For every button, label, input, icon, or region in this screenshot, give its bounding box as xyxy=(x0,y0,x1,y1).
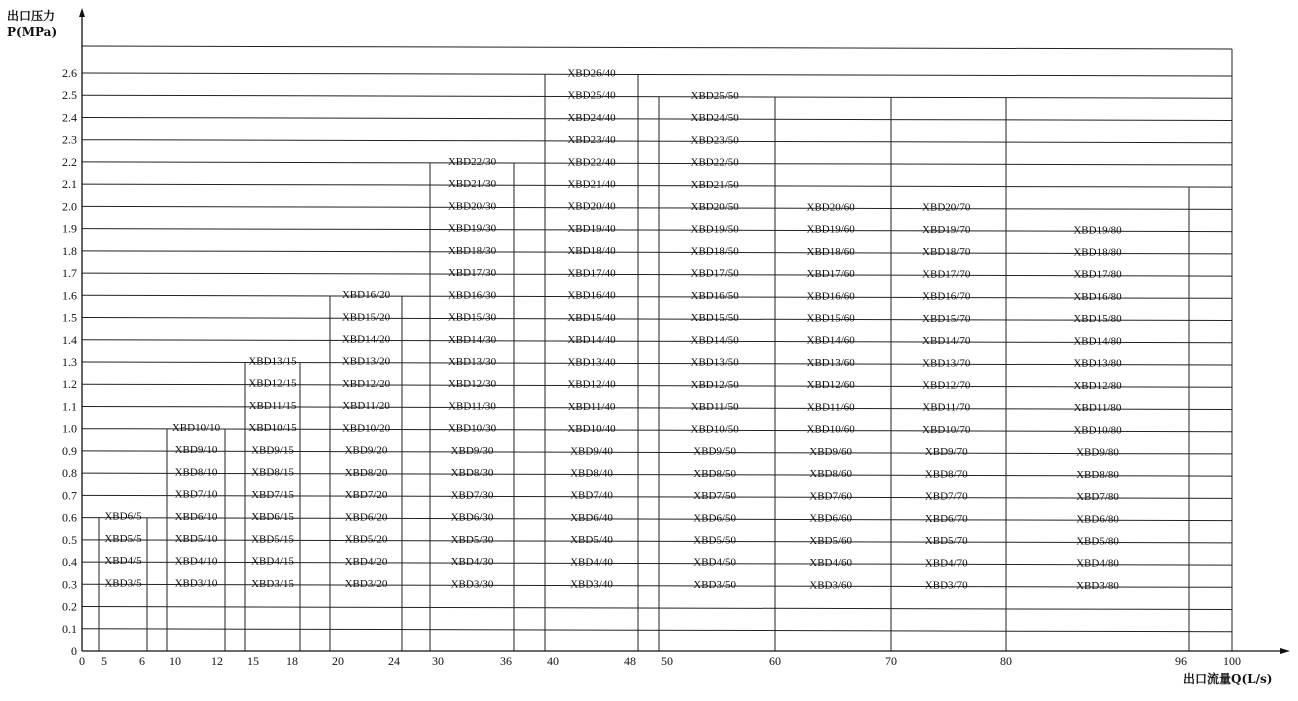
model-label: XBD16/30 xyxy=(447,289,497,302)
model-label: XBD8/60 xyxy=(809,468,853,481)
model-label: XBD19/40 xyxy=(567,222,616,235)
model-label: XBD12/40 xyxy=(567,378,616,391)
model-label: XBD10/70 xyxy=(922,423,971,436)
model-label: XBD10/60 xyxy=(806,423,855,436)
model-label: XBD8/10 xyxy=(174,466,218,479)
grid-line xyxy=(82,229,1232,232)
model-label: XBD12/15 xyxy=(248,377,297,390)
grid-line xyxy=(82,273,1232,276)
model-label: XBD10/30 xyxy=(447,422,497,435)
y-tick-label: 0.6 xyxy=(62,510,77,525)
model-label: XBD9/80 xyxy=(1076,446,1119,459)
model-label: XBD13/50 xyxy=(690,356,739,369)
model-label: XBD8/30 xyxy=(450,467,494,480)
model-label: XBD5/50 xyxy=(693,534,737,547)
grid-line xyxy=(82,95,1232,98)
model-label: XBD14/20 xyxy=(341,333,391,346)
model-label: XBD17/70 xyxy=(922,268,971,281)
model-label: XBD18/30 xyxy=(447,244,497,257)
y-tick-label: 1.8 xyxy=(62,243,77,258)
model-label: XBD6/15 xyxy=(251,511,294,524)
grid-line xyxy=(82,318,1232,321)
grid-line xyxy=(82,340,1232,343)
x-tick-label: 70 xyxy=(885,654,897,668)
model-label: XBD3/10 xyxy=(174,577,218,590)
model-label: XBD15/60 xyxy=(806,312,855,325)
model-label: XBD22/40 xyxy=(567,156,616,169)
model-label: XBD23/50 xyxy=(690,134,739,147)
y-tick-label: 2.5 xyxy=(62,88,77,103)
model-label: XBD17/60 xyxy=(806,268,855,281)
model-label: XBD13/40 xyxy=(567,356,616,369)
model-label: XBD14/80 xyxy=(1073,335,1122,348)
model-label: XBD15/50 xyxy=(690,312,739,325)
model-label: XBD7/10 xyxy=(174,488,218,501)
x-tick-label: 96 xyxy=(1175,654,1187,668)
model-label: XBD3/60 xyxy=(809,579,853,592)
model-label: XBD18/40 xyxy=(567,245,616,258)
model-label: XBD11/20 xyxy=(342,400,390,413)
model-label: XBD4/10 xyxy=(174,555,218,568)
model-label: XBD13/20 xyxy=(341,355,391,368)
model-label: XBD6/20 xyxy=(344,511,388,524)
x-tick-label: 100 xyxy=(1223,654,1241,668)
model-label: XBD6/40 xyxy=(570,511,613,524)
y-tick-label: 0.5 xyxy=(62,532,77,547)
model-label: XBD3/80 xyxy=(1076,579,1119,592)
model-label: XBD17/50 xyxy=(690,267,739,280)
x-tick-label: 12 xyxy=(211,654,223,668)
model-label: XBD11/70 xyxy=(922,401,971,414)
model-label: XBD6/30 xyxy=(450,511,494,524)
model-label: XBD5/20 xyxy=(344,533,388,546)
model-label: XBD8/50 xyxy=(693,467,737,480)
model-label: XBD16/40 xyxy=(567,289,616,302)
x-tick-label: 30 xyxy=(432,654,444,668)
y-tick-label: 1.4 xyxy=(62,332,77,347)
model-label: XBD18/60 xyxy=(806,245,855,258)
model-label: XBD7/60 xyxy=(809,490,853,503)
model-label: XBD21/50 xyxy=(690,178,739,191)
model-label: XBD14/30 xyxy=(447,333,497,346)
y-tick-label: 1.7 xyxy=(62,266,77,281)
model-label: XBD17/80 xyxy=(1073,268,1122,281)
y-tick-label: 2.1 xyxy=(62,177,77,192)
model-label: XBD3/20 xyxy=(344,578,388,591)
model-label: XBD13/70 xyxy=(922,357,971,370)
model-label: XBD5/80 xyxy=(1076,535,1119,548)
x-tick-label: 60 xyxy=(769,654,781,668)
model-label: XBD19/70 xyxy=(922,223,971,236)
model-label: XBD4/70 xyxy=(924,557,968,570)
model-label: XBD11/30 xyxy=(448,400,496,413)
model-label: XBD12/30 xyxy=(447,378,497,391)
model-label: XBD5/30 xyxy=(450,533,494,546)
model-label: XBD23/40 xyxy=(567,134,616,147)
model-label: XBD3/50 xyxy=(693,578,737,591)
grid-line xyxy=(82,295,1232,298)
model-label: XBD7/30 xyxy=(450,489,494,502)
y-tick-label: 1.3 xyxy=(62,355,77,369)
model-label: XBD15/40 xyxy=(567,311,616,324)
y-axis-title-line2: P(MPa) xyxy=(7,25,58,39)
x-tick-label: 15 xyxy=(247,654,259,668)
model-label: XBD24/40 xyxy=(567,111,616,124)
x-tick-label: 50 xyxy=(661,654,673,668)
x-tick-label: 10 xyxy=(169,654,181,668)
model-label: XBD13/15 xyxy=(248,355,297,368)
y-tick-label: 0 xyxy=(71,644,77,658)
model-label: XBD4/50 xyxy=(693,556,737,569)
model-label: XBD11/80 xyxy=(1073,402,1122,415)
model-label: XBD7/40 xyxy=(570,489,613,502)
model-label: XBD16/50 xyxy=(690,289,739,302)
model-label: XBD15/70 xyxy=(922,312,971,325)
model-label: XBD15/20 xyxy=(341,311,391,324)
model-label: XBD5/5 xyxy=(104,532,142,545)
model-label: XBD20/40 xyxy=(567,200,616,213)
model-label: XBD5/40 xyxy=(570,534,613,547)
model-label: XBD8/15 xyxy=(251,466,294,479)
grid-line xyxy=(82,184,1232,187)
model-label: XBD10/80 xyxy=(1073,424,1122,437)
model-label: XBD4/5 xyxy=(104,555,142,568)
y-tick-label: 0.2 xyxy=(62,599,77,614)
model-label: XBD10/40 xyxy=(567,423,616,436)
model-label: XBD3/5 xyxy=(104,577,142,590)
y-tick-label: 2.4 xyxy=(62,110,77,125)
model-label: XBD5/60 xyxy=(809,534,853,547)
model-label: XBD20/30 xyxy=(447,200,497,213)
y-tick-label: 0.8 xyxy=(62,466,77,481)
model-label: XBD13/80 xyxy=(1073,357,1122,370)
model-label: XBD21/30 xyxy=(447,178,497,191)
model-label: XBD6/60 xyxy=(809,512,853,525)
model-label: XBD12/50 xyxy=(690,378,739,391)
model-label: XBD9/60 xyxy=(809,445,853,458)
y-tick-label: 0.7 xyxy=(62,488,77,503)
model-label: XBD25/40 xyxy=(567,89,616,102)
grid-line xyxy=(82,46,1232,49)
model-label: XBD3/40 xyxy=(570,578,613,591)
model-label: XBD8/20 xyxy=(344,466,388,479)
model-label: XBD10/10 xyxy=(171,421,221,434)
model-label: XBD4/80 xyxy=(1076,557,1119,570)
x-tick-label: 40 xyxy=(547,654,559,668)
model-label: XBD4/60 xyxy=(809,557,853,570)
y-tick-label: 1.5 xyxy=(62,310,77,325)
model-label: XBD18/50 xyxy=(690,245,739,258)
model-label: XBD14/50 xyxy=(690,334,739,347)
model-label: XBD24/50 xyxy=(690,112,739,125)
model-label: XBD4/20 xyxy=(344,555,388,568)
model-label: XBD7/70 xyxy=(924,490,968,503)
grid-line xyxy=(82,117,1232,120)
model-label: XBD19/80 xyxy=(1073,224,1122,237)
model-label: XBD11/60 xyxy=(806,401,855,414)
y-tick-label: 0.3 xyxy=(62,577,77,592)
model-label: XBD12/20 xyxy=(341,377,391,390)
model-label: XBD5/70 xyxy=(924,535,968,548)
grid-line xyxy=(82,73,1232,76)
model-label: XBD22/50 xyxy=(690,156,739,169)
model-label: XBD9/30 xyxy=(450,444,494,457)
y-tick-label: 0.9 xyxy=(62,443,77,458)
y-axis-title-line1: 出口压力 xyxy=(7,9,56,23)
x-tick-label: 5 xyxy=(101,654,107,668)
model-label: XBD14/60 xyxy=(806,334,855,347)
model-label: XBD7/20 xyxy=(344,489,388,502)
model-label: XBD20/70 xyxy=(922,201,971,214)
tick-labels xyxy=(62,66,1241,668)
model-label: XBD26/40 xyxy=(567,67,616,80)
y-tick-label: 1.6 xyxy=(62,288,77,303)
model-label: XBD6/5 xyxy=(104,510,142,523)
y-tick-label: 1.2 xyxy=(62,377,77,392)
grid-line xyxy=(82,162,1232,165)
y-tick-label: 2.2 xyxy=(62,154,77,169)
y-tick-label: 1.9 xyxy=(62,221,77,236)
model-label: XBD12/80 xyxy=(1073,379,1122,392)
y-axis-arrow xyxy=(79,8,85,17)
y-tick-label: 2.3 xyxy=(62,132,77,147)
model-label: XBD4/30 xyxy=(450,556,494,569)
model-label: XBD7/80 xyxy=(1076,491,1119,504)
model-label: XBD15/30 xyxy=(447,311,497,324)
model-label: XBD13/30 xyxy=(447,356,497,369)
grid-line xyxy=(82,206,1232,209)
model-label: XBD6/80 xyxy=(1076,513,1119,526)
grid-line xyxy=(82,251,1232,254)
model-label: XBD22/30 xyxy=(447,155,497,168)
model-label: XBD16/70 xyxy=(922,290,971,303)
model-label: XBD20/50 xyxy=(690,201,739,214)
x-tick-label: 18 xyxy=(286,654,298,668)
model-label: XBD19/50 xyxy=(690,223,739,236)
model-label: XBD19/60 xyxy=(806,223,855,236)
model-label: XBD7/15 xyxy=(251,488,294,501)
model-label: XBD5/10 xyxy=(174,533,218,546)
model-labels xyxy=(104,67,1122,592)
grid-line xyxy=(82,140,1232,143)
model-label: XBD14/70 xyxy=(922,335,971,348)
y-tick-label: 0.4 xyxy=(62,555,77,570)
model-label: XBD11/15 xyxy=(248,399,297,412)
model-label: XBD14/40 xyxy=(567,334,616,347)
model-label: XBD9/10 xyxy=(174,444,218,457)
model-label: XBD3/30 xyxy=(450,578,494,591)
model-label: XBD17/40 xyxy=(567,267,616,280)
model-label: XBD10/50 xyxy=(690,423,739,436)
x-tick-label: 36 xyxy=(500,654,512,668)
model-label: XBD11/40 xyxy=(567,400,616,413)
model-label: XBD9/70 xyxy=(924,446,968,459)
model-label: XBD4/15 xyxy=(251,555,294,568)
grid-line xyxy=(82,629,1232,632)
model-label: XBD18/70 xyxy=(922,246,971,259)
model-label: XBD18/80 xyxy=(1073,246,1122,259)
y-tick-label: 2.0 xyxy=(62,199,77,214)
model-label: XBD16/80 xyxy=(1073,290,1122,303)
model-label: XBD11/50 xyxy=(690,401,739,414)
model-label: XBD15/80 xyxy=(1073,313,1122,326)
x-tick-label: 48 xyxy=(624,654,636,668)
y-tick-label: 1.0 xyxy=(62,421,77,436)
model-label: XBD6/10 xyxy=(174,510,218,523)
model-label: XBD20/60 xyxy=(806,201,855,214)
x-tick-label: 6 xyxy=(139,654,145,668)
model-label: XBD6/50 xyxy=(693,512,737,525)
y-tick-label: 1.1 xyxy=(62,399,77,414)
x-axis-arrow xyxy=(1280,648,1290,654)
model-label: XBD16/60 xyxy=(806,290,855,303)
x-axis-title: 出口流量Q(L/s) xyxy=(1183,672,1273,686)
model-label: XBD16/20 xyxy=(341,289,391,302)
model-label: XBD9/40 xyxy=(570,445,613,458)
model-label: XBD3/15 xyxy=(251,577,294,590)
x-tick-label: 0 xyxy=(79,654,85,668)
model-label: XBD5/15 xyxy=(251,533,294,546)
model-label: XBD25/50 xyxy=(690,89,739,102)
model-label: XBD12/60 xyxy=(806,379,855,392)
model-label: XBD9/50 xyxy=(693,445,737,458)
model-label: XBD17/30 xyxy=(447,267,497,280)
model-label: XBD10/15 xyxy=(248,422,297,435)
model-label: XBD3/70 xyxy=(924,579,968,592)
model-label: XBD19/30 xyxy=(447,222,497,235)
model-label: XBD4/40 xyxy=(570,556,613,569)
y-tick-label: 2.6 xyxy=(62,66,77,80)
model-label: XBD8/40 xyxy=(570,467,613,480)
x-tick-label: 20 xyxy=(332,654,344,668)
x-tick-label: 80 xyxy=(1000,654,1012,668)
model-label: XBD9/15 xyxy=(251,444,294,457)
grid-line xyxy=(82,607,1232,610)
model-label: XBD6/70 xyxy=(924,512,968,525)
model-label: XBD12/70 xyxy=(922,379,971,392)
model-label: XBD8/70 xyxy=(924,468,968,481)
y-tick-label: 0.1 xyxy=(62,621,77,636)
model-label: XBD21/40 xyxy=(567,178,616,191)
model-label: XBD9/20 xyxy=(344,444,388,457)
model-label: XBD13/60 xyxy=(806,356,855,369)
model-label: XBD8/80 xyxy=(1076,468,1119,481)
model-label: XBD10/20 xyxy=(341,422,391,435)
model-label: XBD7/50 xyxy=(693,490,737,503)
x-tick-label: 24 xyxy=(388,654,400,668)
